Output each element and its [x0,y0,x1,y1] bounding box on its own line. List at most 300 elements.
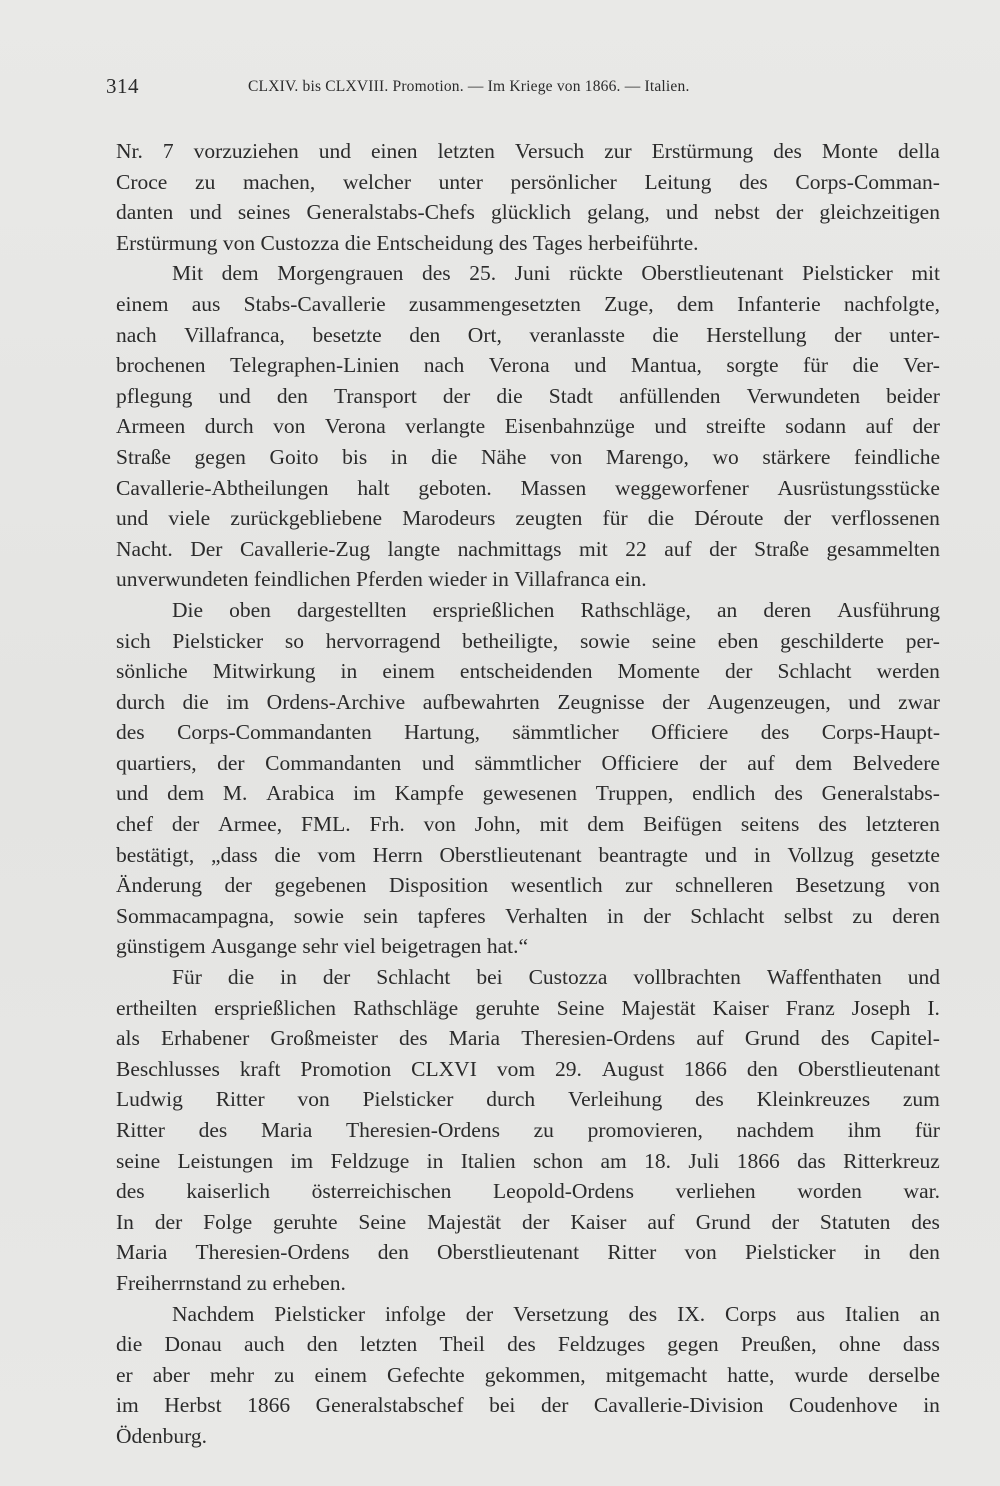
word: in [280,965,297,990]
word: den [409,322,441,347]
word: Donau [164,1332,222,1357]
word: Ver- [903,353,940,378]
word: Maria [448,1026,501,1051]
word: Oberstlieutenant [439,842,582,867]
word: des [695,1087,724,1112]
word: Massen [520,475,587,500]
text-line [116,503,940,534]
word: im [290,1148,314,1173]
word: die [182,689,209,714]
word: Ritter [116,1118,165,1142]
text-line [116,717,940,748]
word: verliehen [675,1179,756,1204]
word: den [746,1056,778,1081]
word: von [907,873,940,898]
word: Stadt [548,383,593,408]
word: „dass [211,842,258,867]
word: glücklich [490,200,571,225]
word: einem [116,291,169,316]
word: des [116,720,145,745]
word: Seine [358,1209,407,1234]
word: von [423,812,456,837]
word: 29. [555,1056,582,1081]
word: von [222,230,261,255]
word: zur [604,139,632,163]
word: von [550,444,583,469]
word: seine [116,1148,161,1173]
word: seine [651,628,697,653]
word: und [665,200,699,225]
word: Arabica [266,781,335,806]
word: hatte, [727,1362,775,1387]
word: sorgte [726,353,779,378]
word: des [628,1301,658,1326]
word: in [923,1393,940,1418]
word: Theil [439,1332,485,1357]
word: geruhte [475,995,540,1020]
word: zu [246,1270,273,1295]
word: Entscheidung [376,230,499,255]
word: Pielsticker [172,628,264,653]
text-line [116,534,940,565]
word: sämmtlicher [474,750,581,775]
word: gleichzeitigen [819,200,940,225]
word: die [274,842,301,867]
word: verflossenen [831,506,940,531]
word: auf [747,750,775,775]
word: promovieren, [587,1118,703,1142]
word: rückte [569,261,623,286]
word: Ritterkreuz [843,1148,940,1173]
word: Mit [172,261,204,286]
text-line [116,595,940,626]
word: der [217,750,245,775]
word: eben [717,628,759,653]
word: des [398,1026,428,1051]
word: besetzte [312,322,382,347]
word: Grund [744,1026,800,1051]
word: gelang, [587,200,650,225]
word: den [276,383,308,408]
word: 7 [162,139,174,163]
word: Theresien-Ordens [345,1118,500,1142]
word: Villafranca, [184,322,285,347]
word: Transport [333,383,417,408]
word: sämmtlicher [512,720,619,745]
text-line [116,1390,940,1421]
word: Pielsticker [744,1240,836,1265]
word: gegebenen [274,873,367,898]
word: gewesenen [482,781,577,806]
word: wo [712,444,739,469]
word: und [907,965,940,990]
word: Marengo, [605,444,689,469]
word: und [116,781,149,806]
word: Versuch [514,139,585,163]
word: unter- [889,322,940,347]
word: in [340,659,358,684]
text-line [116,197,940,228]
word: August [601,1056,664,1081]
word: streifte [706,414,766,439]
word: Generalstabs- [821,781,940,806]
word: des [820,1026,850,1051]
word: geruhte [273,1209,338,1234]
word: Ausführung [837,597,940,622]
word: auch [243,1332,285,1357]
text-line [116,136,940,167]
word: vom [317,842,356,867]
word: kraft [239,1056,281,1081]
word: Verleihung [567,1087,663,1112]
word: des [774,781,803,806]
text-line [116,626,940,657]
text-line [116,809,940,840]
word: FML. [301,812,351,837]
word: Ausgange [210,934,303,959]
word: für [803,353,829,378]
word: Truppen, [595,781,674,806]
word: pflegung [116,383,193,408]
text-line [116,289,940,320]
word: Ort, [467,322,502,347]
word: auf [647,1209,675,1234]
text-line [116,1054,940,1085]
word: geboten. [418,475,492,500]
text-line [116,993,940,1024]
word: der [783,506,812,531]
text-line [116,167,940,198]
text-line [116,901,940,932]
word: in [607,903,624,928]
text-line [116,1329,940,1360]
word: Ritter [607,1240,657,1265]
word: die [431,444,458,469]
word: ohne [838,1332,881,1357]
word: Pielsticker [802,261,893,286]
word: bei [476,965,503,990]
word: Oberstlieutenant [797,1056,940,1081]
word: vollbrachten [633,965,741,990]
word: Zuge, [604,291,654,316]
word: Mantua, [630,353,702,378]
word: zu [274,1362,295,1387]
word: wesentlich [510,873,603,898]
word: Ödenburg. [116,1423,207,1448]
word: auf [696,1026,724,1051]
word: Erstürmung [651,139,754,163]
text-line [116,656,940,687]
word: auf [664,536,692,561]
text-line [116,931,940,962]
word: der [171,812,200,837]
text-line [116,258,940,289]
page-number: 314 [106,74,139,98]
word: im [353,781,376,806]
word: Promotion [300,1056,392,1081]
word: wurde [794,1362,849,1387]
word: dem [676,291,714,316]
word: aufbewahrten [422,689,540,714]
word: und [318,139,351,163]
word: Juni [514,261,551,286]
word: er [116,1362,133,1387]
word: an [919,1301,940,1326]
word: einen [371,139,418,163]
word: nachmittags [457,536,562,561]
word: Änderung [116,873,202,898]
word: die [227,965,255,990]
word: langte [387,536,441,561]
word: Juli [688,1148,720,1173]
word: persönlicher [510,169,617,194]
word: Croce [116,169,168,194]
word: infolge [384,1301,446,1326]
word: des [498,230,533,255]
word: zurückgebliebene [230,506,383,531]
word: 18. [644,1148,671,1173]
word: der [465,1301,494,1326]
word: des [507,1332,536,1357]
text-line [116,564,940,595]
word: letzteren [865,812,940,837]
word: Infanterie [737,291,821,316]
word: Statuten [819,1209,891,1234]
word: günstigem [116,934,211,959]
word: Ordens-Archive [266,689,406,714]
word: Armeen [116,414,186,439]
word: unverwundeten [116,567,254,592]
word: seines [237,200,291,225]
word: bestätigt, [116,842,195,867]
word: erheben. [272,1270,346,1295]
word: Waffenthaten [766,965,882,990]
word: Oberstlieutenant [437,1240,580,1265]
word: beantragte [598,842,688,867]
text-line [116,1237,940,1268]
word: Verwundeten [746,383,861,408]
word: die [652,322,679,347]
word: letzten [360,1332,418,1357]
word: tapferes [417,903,486,928]
word: 22 [625,536,647,561]
word: Hartung, [404,720,480,745]
word: auf [865,414,894,439]
word: Corps-Commandanten [177,720,372,745]
word: chef [116,812,153,837]
word: deren [892,903,940,928]
word: oben [229,597,271,622]
word: Großmeister [270,1026,378,1051]
word: der [643,903,671,928]
word: und [218,383,251,408]
word: der [442,383,471,408]
text-line [116,778,940,809]
word: Coudenhove [789,1393,898,1418]
word: dem [221,261,259,286]
word: gegen [194,444,246,469]
word: der [912,414,940,439]
word: Villafranca [514,567,616,592]
word: der [322,965,351,990]
word: welcher [342,169,411,194]
word: im [226,689,250,714]
word: brochenen [116,353,206,378]
text-line [116,1115,940,1146]
word: der [771,1209,799,1234]
word: in [390,444,408,469]
word: beider [886,383,940,408]
word: Corps-Comman- [795,169,940,194]
word: zusammengesetzten [408,291,581,316]
word: Frh. [369,812,405,837]
word: Commandanten [265,750,402,775]
word: sodann [785,414,847,439]
body-text [116,136,940,1452]
word: gesetzte [870,842,940,867]
text-line [116,962,940,993]
word: weggeworfener [615,475,749,500]
word: Schlacht [777,659,852,684]
word: Versetzung [513,1301,609,1326]
text-line [116,473,940,504]
word: Nachdem [172,1301,255,1326]
word: viele [168,506,211,531]
word: wieder [428,567,493,592]
word: Feldzuge [330,1148,410,1173]
word: unter [438,169,483,194]
word: werden [876,659,940,684]
word: nachfolgte, [843,291,940,316]
word: Monte [821,139,879,163]
word: schon [532,1148,584,1173]
word: Belvedere [852,750,940,775]
word: Verona [488,353,550,378]
word: gesammelten [826,536,940,561]
text-line [116,840,940,871]
word: einem [382,659,435,684]
word: der [540,1393,569,1418]
word: derselbe [868,1362,940,1387]
text-line [116,411,940,442]
word: Ritter [215,1087,265,1112]
word: von [684,1240,717,1265]
word: zu [533,1118,554,1142]
word: Franz [785,995,835,1020]
word: nebst [714,200,760,225]
word: feindliche [854,444,940,469]
word: der [834,322,862,347]
word: Momente [617,659,700,684]
word: Augenzeugen, [707,689,831,714]
word: Officiere [651,720,729,745]
word: und [116,506,149,531]
word: Déroute [694,506,764,531]
word: Leopold-Ordens [493,1179,634,1204]
word: Ludwig [116,1087,183,1112]
word: nach [116,322,157,347]
word: Folge [203,1209,253,1234]
word: gegen [667,1332,719,1357]
text-line [116,1268,940,1299]
word: Disposition [388,873,489,898]
word: das [797,1148,826,1173]
page-header [106,70,926,100]
word: von [297,1087,330,1112]
text-line [116,1176,940,1207]
word: ersprießlichen [214,995,337,1020]
word: Seine [556,995,605,1020]
word: sein [363,903,399,928]
word: Schlacht [376,965,451,990]
word: seitens [740,812,800,837]
word: Herbst [164,1393,222,1418]
word: zum [902,1087,940,1112]
word: sehr [302,934,344,959]
word: John, [474,812,521,837]
word: die [496,383,523,408]
word: des [739,169,768,194]
word: schnelleren [675,873,774,898]
word: ihm [847,1118,882,1142]
word: Pielsticker [362,1087,454,1112]
word: Custozza [260,230,345,255]
text-line [116,687,940,718]
word: Preußen, [740,1332,817,1357]
text-line [116,1146,940,1177]
word: der [724,659,753,684]
word: Theresien-Ordens [195,1240,350,1265]
word: und [421,750,455,775]
word: so [284,628,304,653]
word: per- [905,628,940,653]
word: Cavallerie-Abtheilungen [116,475,329,500]
word: Morgengrauen [277,261,404,286]
word: bis [342,444,368,469]
word: I. [927,995,940,1020]
word: Telegraphen-Linien [230,353,400,378]
word: durch [204,414,254,439]
word: ersprießlichen [432,597,555,622]
word: Freiherrnstand [116,1270,247,1295]
word: am [600,1148,627,1173]
word: den [377,1240,409,1265]
word: und [189,200,222,225]
text-line [116,1207,940,1238]
word: mitgemacht [605,1362,708,1387]
word: IX. [677,1301,706,1326]
word: Cavallerie-Zug [239,536,371,561]
word: Schlacht [690,903,765,928]
word: des [818,812,847,837]
word: dem [167,781,205,806]
word: der [709,536,737,561]
word: Maria [260,1118,313,1142]
word: Erhabener [160,1026,250,1051]
word: Nähe [481,444,527,469]
text-line [116,1299,940,1330]
word: entscheidenden [459,659,593,684]
word: Capitel- [870,1026,940,1051]
word: österreichischen [311,1179,452,1204]
word: betheiligte, [462,628,559,653]
word: sich [116,628,151,653]
word: kaiserlich [186,1179,270,1204]
word: Kampfe [394,781,464,806]
word: geschilderte [780,628,884,653]
text-line [116,1084,940,1115]
word: 1866 [683,1056,727,1081]
